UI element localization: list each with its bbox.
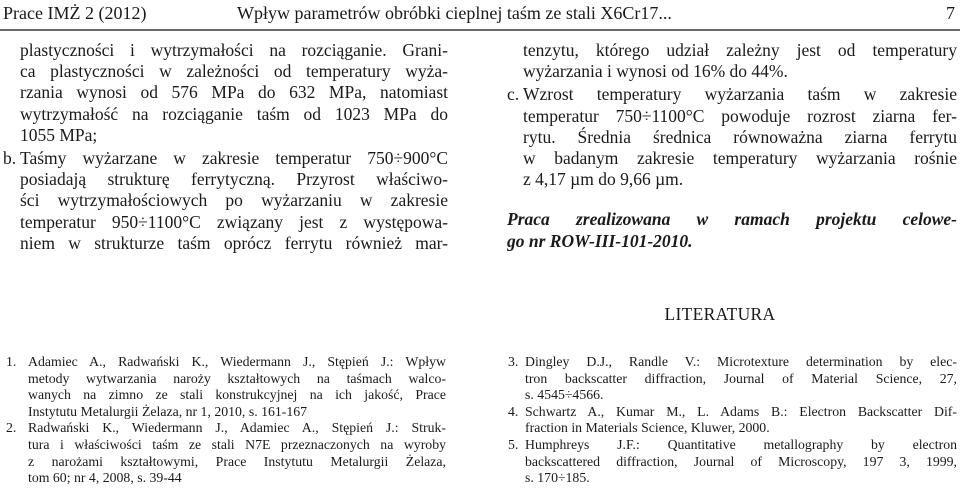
text-line: tenzytu, którego udział zależny jest od temperatury bbox=[523, 40, 957, 60]
paragraph bbox=[3, 40, 448, 146]
text-line: z narożami kształtowymi, Prace Instytutu Metalurgii Żelaza, bbox=[28, 453, 446, 469]
item-label: 3. bbox=[508, 354, 519, 369]
item-label: 2. bbox=[6, 420, 17, 436]
text-line: fraction in Materials Science, Kluwer, 2000. bbox=[525, 420, 770, 436]
running-header-journal: Prace IMŻ 2 (2012) bbox=[3, 3, 147, 23]
reference-item bbox=[6, 420, 446, 486]
text-line: Dingley D.J., Randle V.: Microtexture determination by elec- bbox=[525, 354, 957, 369]
text-line: Praca zrealizowana w ramach projektu celowe- bbox=[507, 209, 957, 230]
text-line: s. 4545÷4566. bbox=[525, 387, 604, 403]
text-line: tron backscatter diffraction, Journal of Material Science, 27, bbox=[525, 370, 957, 386]
literature-heading: LITERATURA bbox=[664, 304, 776, 324]
text-line: backscattered diffraction, Journal of Microscopy, 197 3, 1999, bbox=[525, 453, 957, 469]
paragraph bbox=[507, 40, 957, 82]
text-line: posiadają strukturę ferrytyczną. Przyrost właściwo- bbox=[20, 169, 448, 190]
text-line: rzania wynosi od 576 MPa do 632 MPa, natomiast bbox=[20, 82, 448, 103]
text-line: Radwański K., Wiedermann J., Adamiec A., Stępień J.: Struk- bbox=[28, 420, 446, 436]
text-line: wytrzymałość na rozciąganie taśm od 1023 MPa do bbox=[20, 103, 448, 124]
reference-item bbox=[508, 437, 957, 487]
text-line: Adamiec A., Radwański K., Wiedermann J., Stępień J.: Wpływ bbox=[28, 354, 446, 369]
text-line: Wzrost temperatury wyżarzania taśm w zakresie bbox=[523, 84, 957, 105]
item-label: 4. bbox=[508, 403, 519, 419]
text-line: Humphreys J.F.: Quantitative metallography by electron bbox=[525, 436, 957, 452]
text-line: temperatur 750÷1100°C powoduje rozrost ziarna fer- bbox=[523, 105, 957, 126]
references-column-right bbox=[508, 354, 957, 487]
text-line: metody wytwarzania naroży kształtowych na taśmach walco- bbox=[28, 370, 446, 386]
text-line: plastyczności i wytrzymałości na rozciąganie. Grani- bbox=[20, 40, 448, 60]
text-line: niem w strukturze taśm oprócz ferrytu również mar- bbox=[20, 232, 448, 253]
body-column-left bbox=[3, 40, 448, 254]
reference-item bbox=[508, 354, 957, 404]
funding-note bbox=[507, 209, 957, 251]
text-line: w badanym zakresie temperatury wyżarzania rośnie bbox=[523, 147, 957, 168]
text-line: tom 60; nr 4, 2008, s. 39-44 bbox=[28, 470, 182, 486]
reference-item bbox=[508, 404, 957, 437]
paragraph bbox=[3, 148, 448, 254]
reference-item bbox=[6, 354, 446, 420]
text-line: rytu. Średnia średnica równoważna ziarna ferrytu bbox=[523, 126, 957, 147]
paragraph bbox=[507, 84, 957, 190]
text-line: Schwartz A., Kumar M., L. Adams B.: Electron Backscatter Dif- bbox=[525, 403, 957, 419]
text-line: 1055 MPa; bbox=[20, 124, 98, 145]
text-line: wyżarzania i wynosi od 16% do 44%. bbox=[523, 61, 788, 82]
text-line: tura i właściwości taśm ze stali N7E przeznaczonych na wyroby bbox=[28, 436, 446, 452]
page-number: 7 bbox=[946, 3, 955, 23]
text-line: s. 170÷185. bbox=[525, 470, 590, 486]
text-line: z 4,17 µm do 9,66 µm. bbox=[523, 169, 684, 190]
references-column-left bbox=[6, 354, 446, 487]
header-divider bbox=[0, 29, 960, 31]
text-line: ści wytrzymałościowych po wyżarzaniu w zakresie bbox=[20, 190, 448, 211]
item-label: 5. bbox=[508, 436, 519, 452]
text-line: ca plastyczności w zależności od temperatury wyża- bbox=[20, 61, 448, 82]
body-column-right bbox=[507, 40, 957, 252]
text-line: wanych na zimno ze stali konstrukcyjnej na ich jakość, Prace bbox=[28, 387, 446, 403]
item-label: 1. bbox=[6, 354, 17, 369]
text-line: Instytutu Metalurgii Żelaza, nr 1, 2010, s. 161-167 bbox=[28, 403, 308, 419]
text-line: go nr ROW-III-101-2010. bbox=[507, 230, 693, 251]
text-line: temperatur 950÷1100°C związany jest z występowa- bbox=[20, 211, 448, 232]
item-label: b. bbox=[3, 147, 17, 168]
item-label: c. bbox=[507, 84, 520, 105]
running-header-title: Wpływ parametrów obróbki cieplnej taśm ze stali X6Cr17... bbox=[237, 3, 672, 23]
text-line: Taśmy wyżarzane w zakresie temperatur 750÷900°C bbox=[20, 147, 448, 168]
